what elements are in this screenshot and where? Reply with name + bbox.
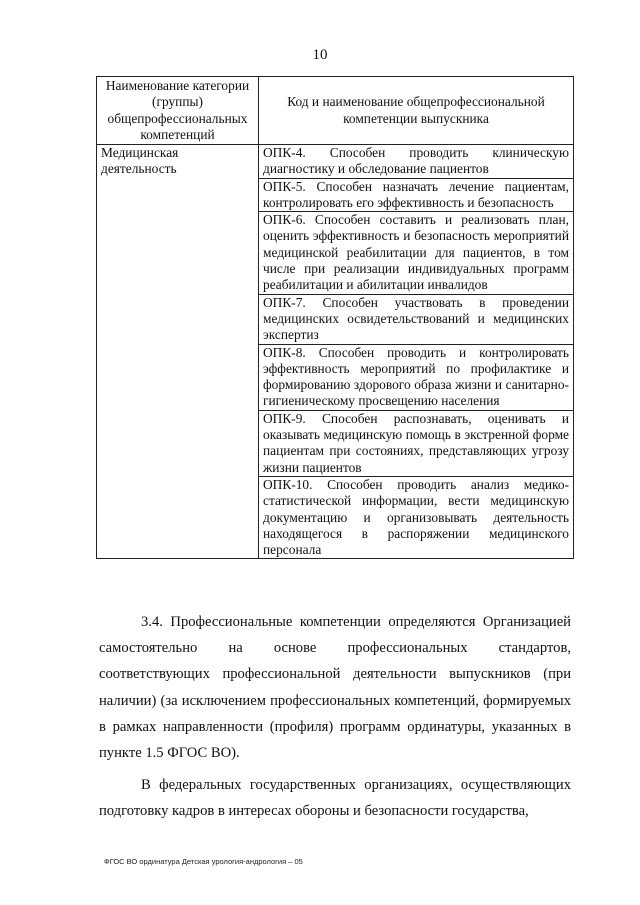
competence-cell: ОПК-9. Способен распознавать, оценивать и оказывать медицинскую помощь в экстренной форме пациентам при состояниях, представляющих угрозу жизни пациентов bbox=[259, 410, 574, 476]
table-row bbox=[97, 145, 574, 179]
competence-cell: ОПК-6. Способен составить и реализовать план, оценить эффективность и безопасность мероприятий медицинской реабилитации для пациентов, в том числе при реализации индивидуальных программ реабилитации и абилитации инвалидов bbox=[259, 212, 574, 294]
footer: ФГОС ВО ординатура Детская урология-андрология – 05 bbox=[104, 857, 303, 866]
competence-cell: ОПК-8. Способен проводить и контролировать эффективность мероприятий по профилактике и формированию здорового образа жизни и санитарно-гигиеническому просвещению населения bbox=[259, 344, 574, 410]
header-competence: Код и наименование общепрофессиональной компетенции выпускника bbox=[259, 77, 574, 145]
competence-cell: ОПК-7. Способен участвовать в проведении медицинских освидетельствований и медицинских экспертиз bbox=[259, 294, 574, 344]
table-header-row bbox=[97, 77, 574, 145]
competence-cell: ОПК-4. Способен проводить клиническую диагностику и обследование пациентов bbox=[259, 145, 574, 179]
competence-cell: ОПК-10. Способен проводить анализ медико-статистической информации, вести медицинскую документацию и организовывать деятельность находящегося в распоряжении медицинского персонала bbox=[259, 476, 574, 558]
paragraph: 3.4. Профессиональные компетенции определяются Организацией самостоятельно на основе профессиональных стандартов, соответствующих профессиональной деятельности выпускников (при наличии) (за исключением профессиональных компетенций, формируемых в рамках направленности (профиля) программ ординатуры, указанных в пункте 1.5 ФГОС ВО). bbox=[99, 614, 571, 762]
category-cell: Медицинская деятельность bbox=[97, 145, 259, 559]
paragraph: В федеральных государственных организациях, осуществляющих подготовку кадров в интересах обороны и безопасности государства, bbox=[99, 777, 571, 820]
competence-cell: ОПК-5. Способен назначать лечение пациентам, контролировать его эффективность и безопасность bbox=[259, 178, 574, 212]
competencies-table bbox=[96, 76, 574, 559]
header-category: Наименование категории (группы) общепрофессиональных компетенций bbox=[97, 77, 259, 145]
body-text bbox=[99, 609, 571, 831]
page-number: 10 bbox=[312, 47, 328, 63]
